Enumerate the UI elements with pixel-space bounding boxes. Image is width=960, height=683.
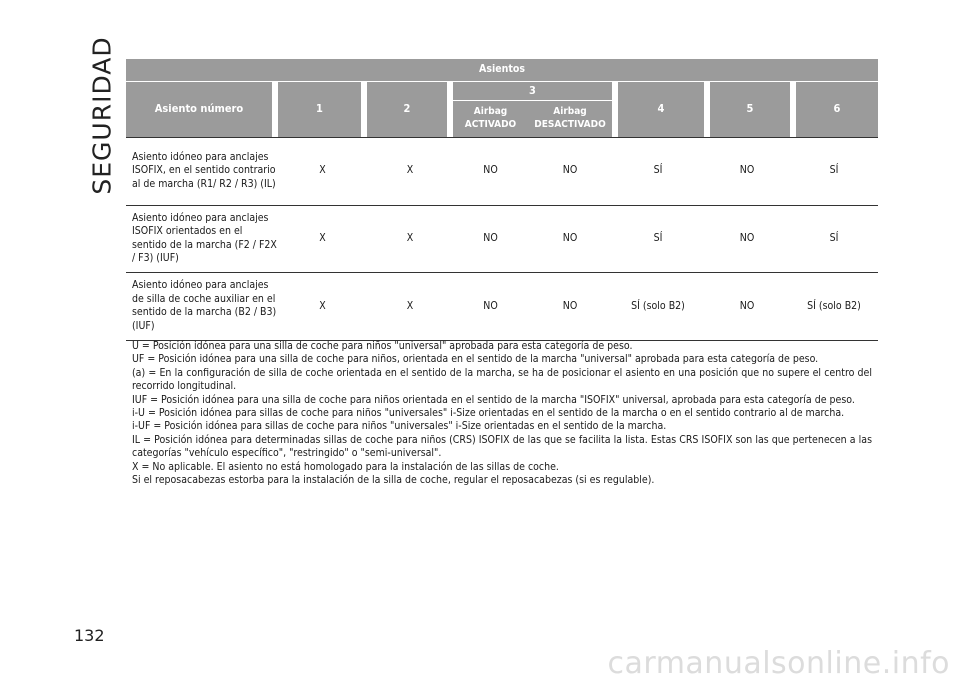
column-header-4: 4: [618, 81, 704, 137]
table-cell: NO: [528, 205, 612, 273]
table-cell: NO: [704, 137, 790, 205]
column-header-2: 2: [367, 81, 447, 137]
note-a: (a) = En la configuración de silla de coche orientada en el sentido de la marcha, se ha de posicionar el asiento en una posición que no supere el centro del recorrido longitudinal.: [132, 366, 872, 393]
table-row: [126, 205, 878, 273]
table-cell: NO: [704, 273, 790, 341]
note-x: X = No aplicable. El asiento no está homologado para la instalación de las sillas de coche.: [132, 460, 559, 473]
section-title: [74, 35, 130, 195]
table-cell: SÍ: [790, 205, 878, 273]
row-label: Asiento idóneo para anclajes ISOFIX, en el sentido contrario al de marcha (R1/ R2 / R3) (IL): [126, 137, 278, 205]
table-cell: X: [367, 137, 453, 205]
section-title-text: SEGURIDAD: [87, 35, 117, 195]
note-iuf: IUF = Posición idónea para una silla de coche para niños orientada en el sentido de la marcha "ISOFIX" universal, aprobada para esta categoría de peso.: [132, 393, 855, 406]
table-cell: SÍ: [612, 205, 704, 273]
column-header-1: 1: [278, 81, 361, 137]
note-uf: UF = Posición idónea para una silla de coche para niños, orientada en el sentido de la marcha "universal" aprobada para esta categoría de peso.: [132, 353, 819, 366]
page-number: 132: [74, 626, 105, 645]
table-cell: NO: [453, 205, 528, 273]
note-i-uf: i-UF = Posición idónea para sillas de coche para niños "universales" i-Size orientadas en el sentido de la marcha.: [132, 420, 667, 433]
row-label: Asiento idóneo para anclajes de silla de coche auxiliar en el sentido de la marcha (B2 / B3) (IUF): [126, 273, 278, 341]
row-label: Asiento idóneo para anclajes ISOFIX orientados en el sentido de la marcha (F2 / F2X / F3) (IUF): [126, 205, 278, 273]
seat-number-header: Asiento número: [126, 81, 272, 137]
table-cell: X: [278, 137, 367, 205]
table-cell: SÍ: [790, 137, 878, 205]
table-cell: NO: [528, 137, 612, 205]
table-cell: X: [278, 205, 367, 273]
header-row-group: [126, 59, 878, 81]
table-cell: X: [367, 205, 453, 273]
header-row-columns: [126, 81, 878, 100]
table-cell: NO: [704, 205, 790, 273]
table-cell: X: [367, 273, 453, 341]
table-cell: SÍ: [612, 137, 704, 205]
table-row: [126, 137, 878, 205]
table-cell: NO: [453, 137, 528, 205]
isofix-seat-table: [126, 59, 878, 341]
table-cell: SÍ (solo B2): [790, 273, 878, 341]
table-cell: SÍ (solo B2): [612, 273, 704, 341]
note-i-u: i-U = Posición idónea para sillas de coche para niños "universales" i-Size orientadas en el sentido de la marcha o en el sentido contrario al de marcha.: [132, 407, 845, 420]
note-headrest: Si el reposacabezas estorba para la instalación de la silla de coche, regular el reposacabezas (si es regulable).: [132, 474, 655, 487]
note-il: IL = Posición idónea para determinadas sillas de coche para niños (CRS) ISOFIX de las que se facilita la lista. Estas CRS ISOFIX son las que pertenecen a las categorías "vehículo específico", "restringido" o "semi-universal".: [132, 433, 872, 460]
seats-group-header: Asientos: [126, 59, 878, 81]
table-cell: NO: [453, 273, 528, 341]
legend-notes: [132, 340, 872, 487]
table-row: [126, 273, 878, 341]
table-cell: X: [278, 273, 367, 341]
airbag-off-header: Airbag DESACTIVADO: [528, 100, 612, 137]
note-u: U = Posición idónea para una silla de coche para niños "universal" aprobada para esta categoría de peso.: [132, 340, 633, 352]
column-header-6: 6: [796, 81, 878, 137]
column-header-3: 3: [453, 81, 612, 100]
table-cell: NO: [528, 273, 612, 341]
airbag-on-header: Airbag ACTIVADO: [453, 100, 528, 137]
column-header-5: 5: [710, 81, 790, 137]
watermark: carmanualsonline.info: [607, 646, 950, 681]
